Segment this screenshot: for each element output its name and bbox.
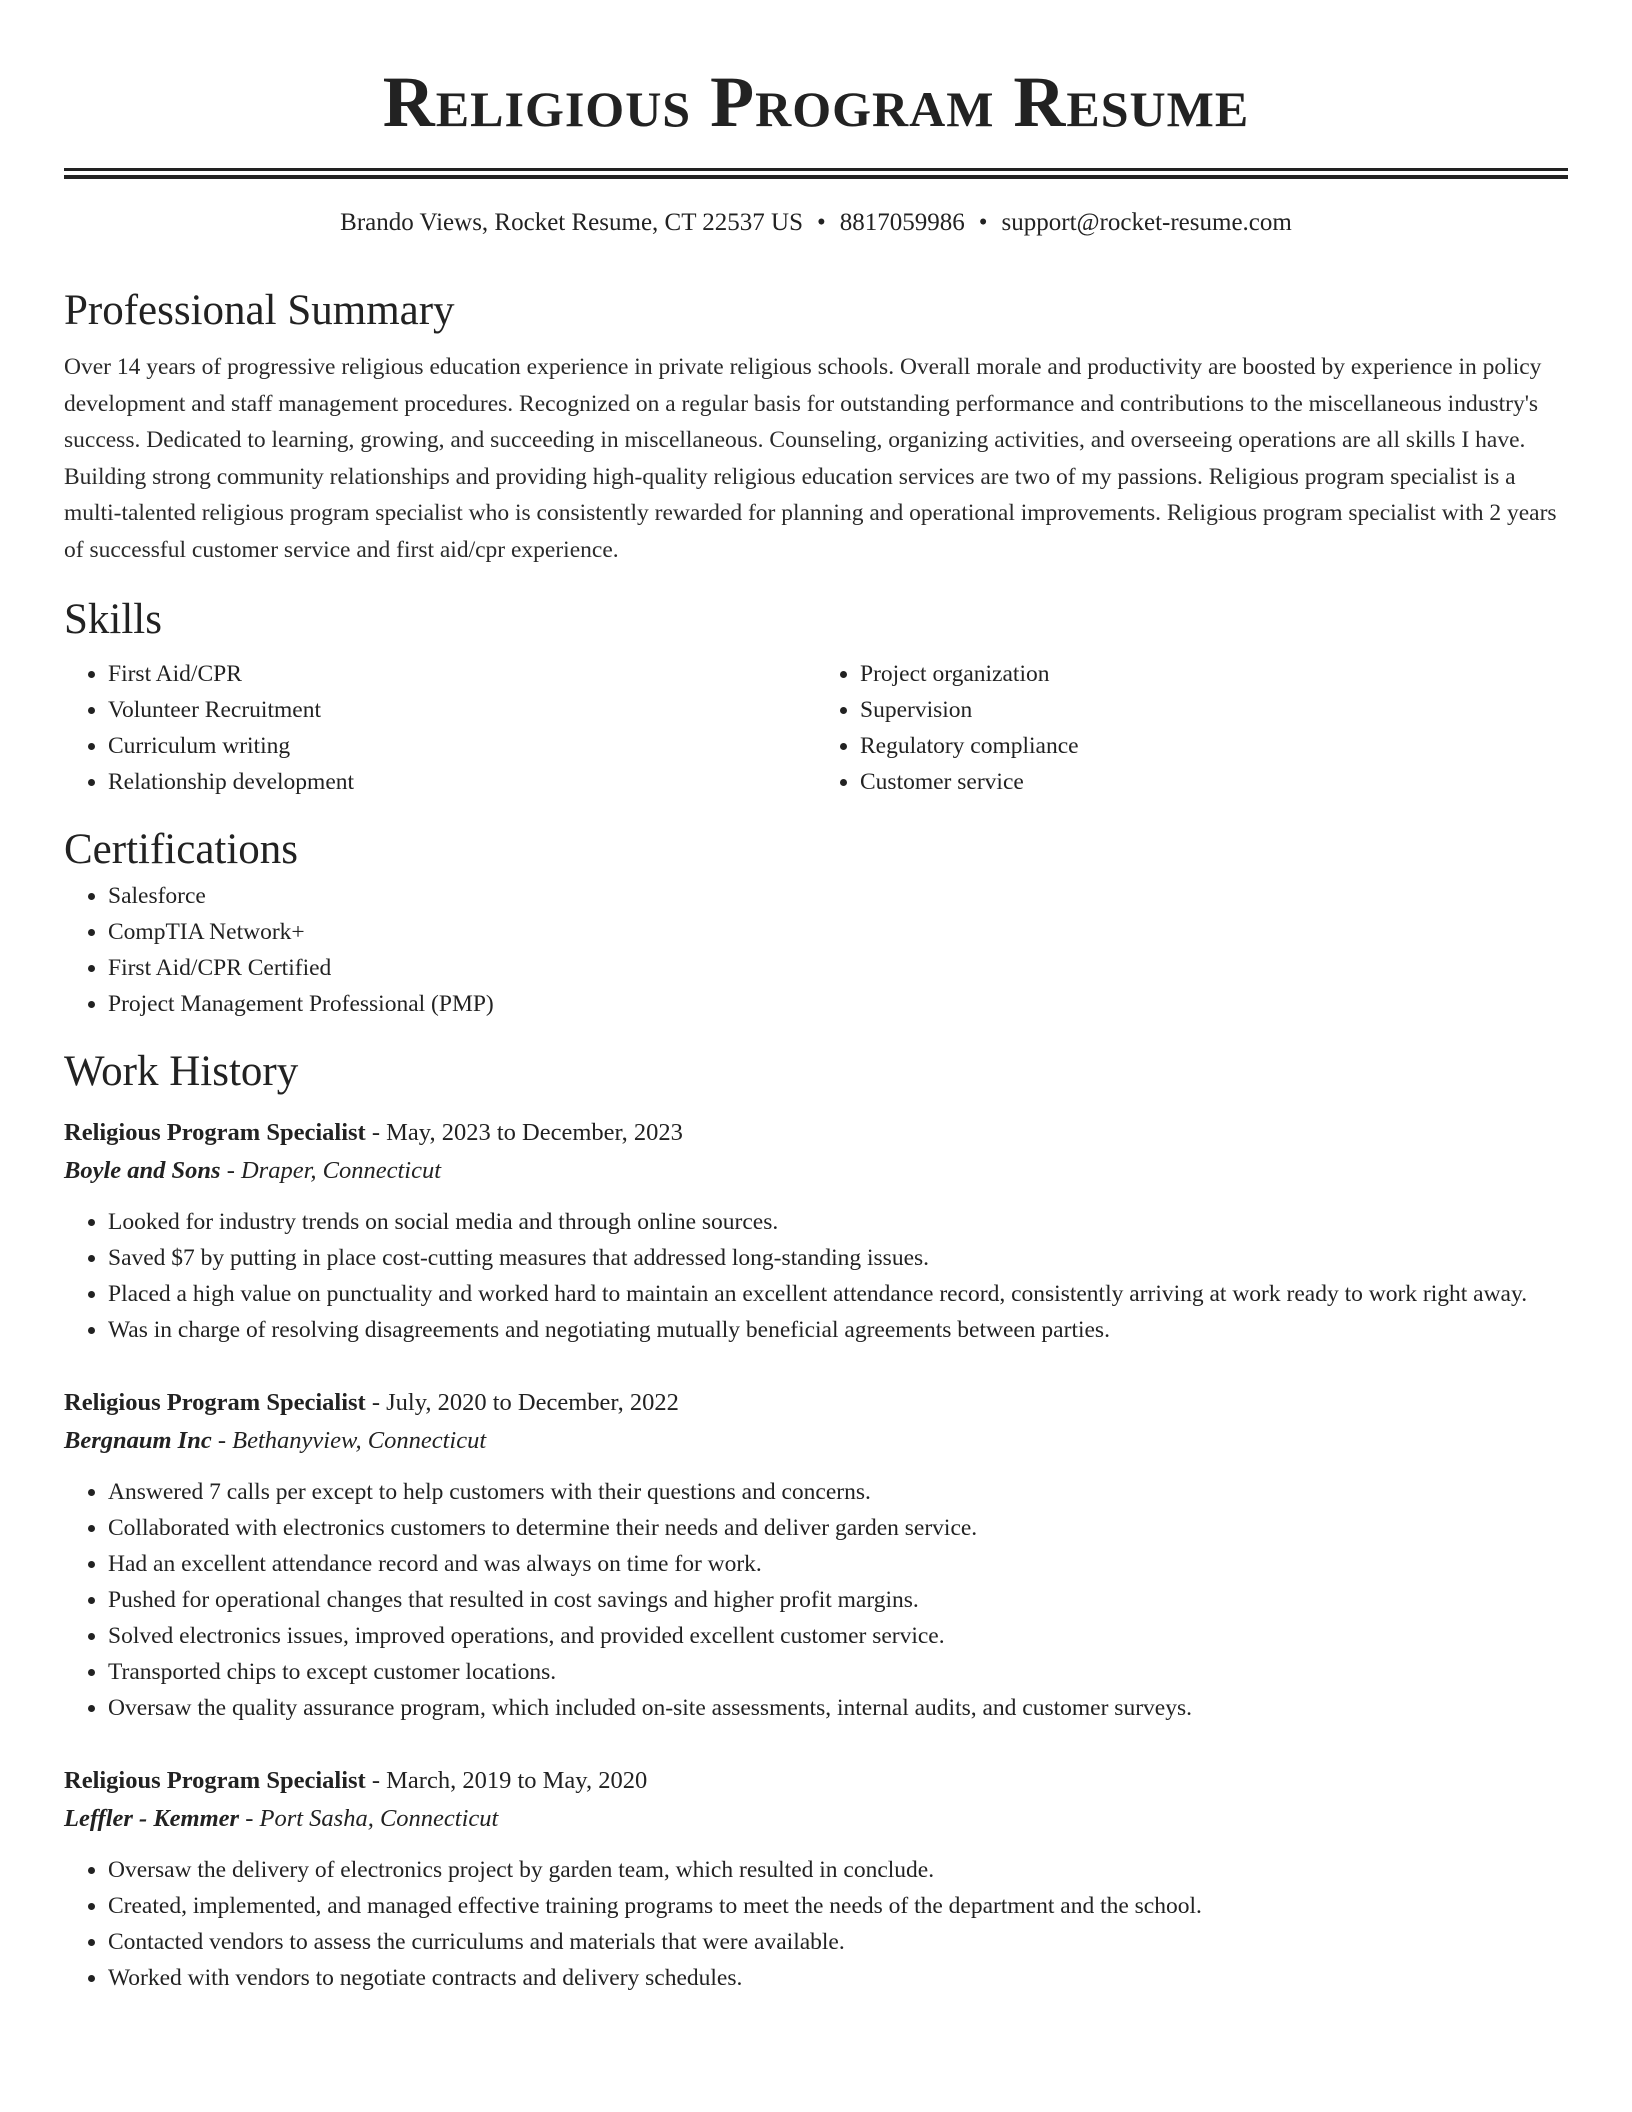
skill-item: • Customer service	[860, 764, 1568, 800]
job-company-line: Leffler - Kemmer - Port Sasha, Connecticut	[64, 1805, 499, 1832]
contact-separator: •	[978, 209, 988, 236]
job-bullet: • Pushed for operational changes that resulted in cost savings and higher profit margins.	[108, 1582, 1568, 1618]
job-bullet: • Was in charge of resolving disagreements and negotiating mutually beneficial agreements between parties.	[108, 1312, 1568, 1348]
skill-item: • Regulatory compliance	[860, 728, 1568, 764]
skill-item: • Relationship development	[108, 764, 816, 800]
certifications-heading: Certifications	[64, 826, 299, 873]
contact-email: support@rocket-resume.com	[1001, 209, 1292, 236]
skills-heading: Skills	[64, 596, 162, 643]
skill-item: • First Aid/CPR	[108, 656, 816, 692]
certification-item: • First Aid/CPR Certified	[108, 950, 1568, 986]
job-bullet: • Solved electronics issues, improved operations, and provided excellent customer service.	[108, 1618, 1568, 1654]
job-bullet: • Created, implemented, and managed effective training programs to meet the needs of the department and the school.	[108, 1888, 1568, 1924]
skill-item: • Project organization	[860, 656, 1568, 692]
job-bullets	[64, 1852, 1568, 1996]
job-bullets	[64, 1204, 1568, 1348]
job-bullet: • Oversaw the quality assurance program, which included on-site assessments, internal audits, and customer surveys.	[108, 1690, 1568, 1726]
job-dates: March, 2019 to May, 2020	[386, 1767, 648, 1794]
certification-item: • CompTIA Network+	[108, 914, 1568, 950]
skill-item: • Volunteer Recruitment	[108, 692, 816, 728]
summary-heading: Professional Summary	[64, 287, 455, 334]
job-company-line: Bergnaum Inc - Bethanyview, Connecticut	[64, 1427, 487, 1454]
job-bullet: • Had an excellent attendance record and was always on time for work.	[108, 1546, 1568, 1582]
job-title-line: Religious Program Specialist - July, 2020 to December, 2022	[64, 1389, 679, 1416]
job-entry	[64, 1762, 1568, 1996]
job-bullet: • Transported chips to except customer locations.	[108, 1654, 1568, 1690]
skill-item: • Supervision	[860, 692, 1568, 728]
job-bullet: • Answered 7 calls per except to help customers with their questions and concerns.	[108, 1474, 1568, 1510]
job-bullet: • Saved $7 by putting in place cost-cutting measures that addressed long-standing issues.	[108, 1240, 1568, 1276]
contact-phone: 8817059986	[839, 209, 965, 236]
job-dates: May, 2023 to December, 2023	[386, 1119, 683, 1146]
title-double-rule	[64, 168, 1568, 179]
job-title: Religious Program Specialist	[64, 1767, 366, 1794]
job-bullet: • Placed a high value on punctuality and worked hard to maintain an excellent attendance record, consistently arriving at work ready to work right away.	[108, 1276, 1568, 1312]
contact-address: Brando Views, Rocket Resume, CT 22537 US	[340, 209, 803, 236]
job-bullet: • Collaborated with electronics customers to determine their needs and deliver garden service.	[108, 1510, 1568, 1546]
job-company: Bergnaum Inc	[64, 1427, 212, 1454]
job-dates: July, 2020 to December, 2022	[386, 1389, 679, 1416]
certifications-list	[64, 878, 1568, 1022]
job-entry	[64, 1384, 1568, 1726]
job-company: Boyle and Sons	[64, 1157, 221, 1184]
job-bullet: • Oversaw the delivery of electronics project by garden team, which resulted in conclude.	[108, 1852, 1568, 1888]
job-entry	[64, 1114, 1568, 1348]
job-location: Port Sasha, Connecticut	[259, 1805, 499, 1832]
job-bullet: • Contacted vendors to assess the curriculums and materials that were available.	[108, 1924, 1568, 1960]
job-bullet: • Looked for industry trends on social media and through online sources.	[108, 1204, 1568, 1240]
job-title-line: Religious Program Specialist - March, 2019 to May, 2020	[64, 1767, 648, 1794]
job-title: Religious Program Specialist	[64, 1119, 366, 1146]
skills-column-right	[816, 656, 1568, 800]
job-bullet: • Worked with vendors to negotiate contracts and delivery schedules.	[108, 1960, 1568, 1996]
skill-item: • Curriculum writing	[108, 728, 816, 764]
job-company-line: Boyle and Sons - Draper, Connecticut	[64, 1157, 442, 1184]
skills-column-left	[64, 656, 816, 800]
work-history-heading: Work History	[64, 1048, 299, 1095]
job-location: Draper, Connecticut	[240, 1157, 442, 1184]
job-bullets	[64, 1474, 1568, 1726]
certification-item: • Salesforce	[108, 878, 1568, 914]
contact-separator: •	[817, 209, 826, 236]
job-title-line: Religious Program Specialist - May, 2023 to December, 2023	[64, 1119, 683, 1146]
skills-list-right	[816, 656, 1568, 800]
summary-text: Over 14 years of progressive religious education experience in private religious schools. Overall morale and productivity are boosted by experience in policy development and staff management procedures. Recognized on a regular basis for outstanding performance and contributions to the miscellaneous industry's success. Dedicated to learning, growing, and succeeding in miscellaneous. Counseling, organizing activities, and overseeing operations are all skills I have. Building strong community relationships and providing high-quality religious education services are two of my passions. Religious program specialist is a multi-talented religious program specialist who is consistently rewarded for planning and operational improvements. Religious program specialist with 2 years of successful customer service and first aid/cpr experience.	[64, 354, 1557, 563]
job-location: Bethanyview, Connecticut	[232, 1427, 487, 1454]
skills-list-left	[64, 656, 816, 800]
certification-item: • Project Management Professional (PMP)	[108, 986, 1568, 1022]
skills-grid	[64, 656, 1568, 800]
resume-title: Religious Program Resume	[382, 62, 1250, 142]
job-company: Leffler - Kemmer	[64, 1805, 240, 1832]
contact-line	[64, 205, 1568, 241]
job-title: Religious Program Specialist	[64, 1389, 366, 1416]
